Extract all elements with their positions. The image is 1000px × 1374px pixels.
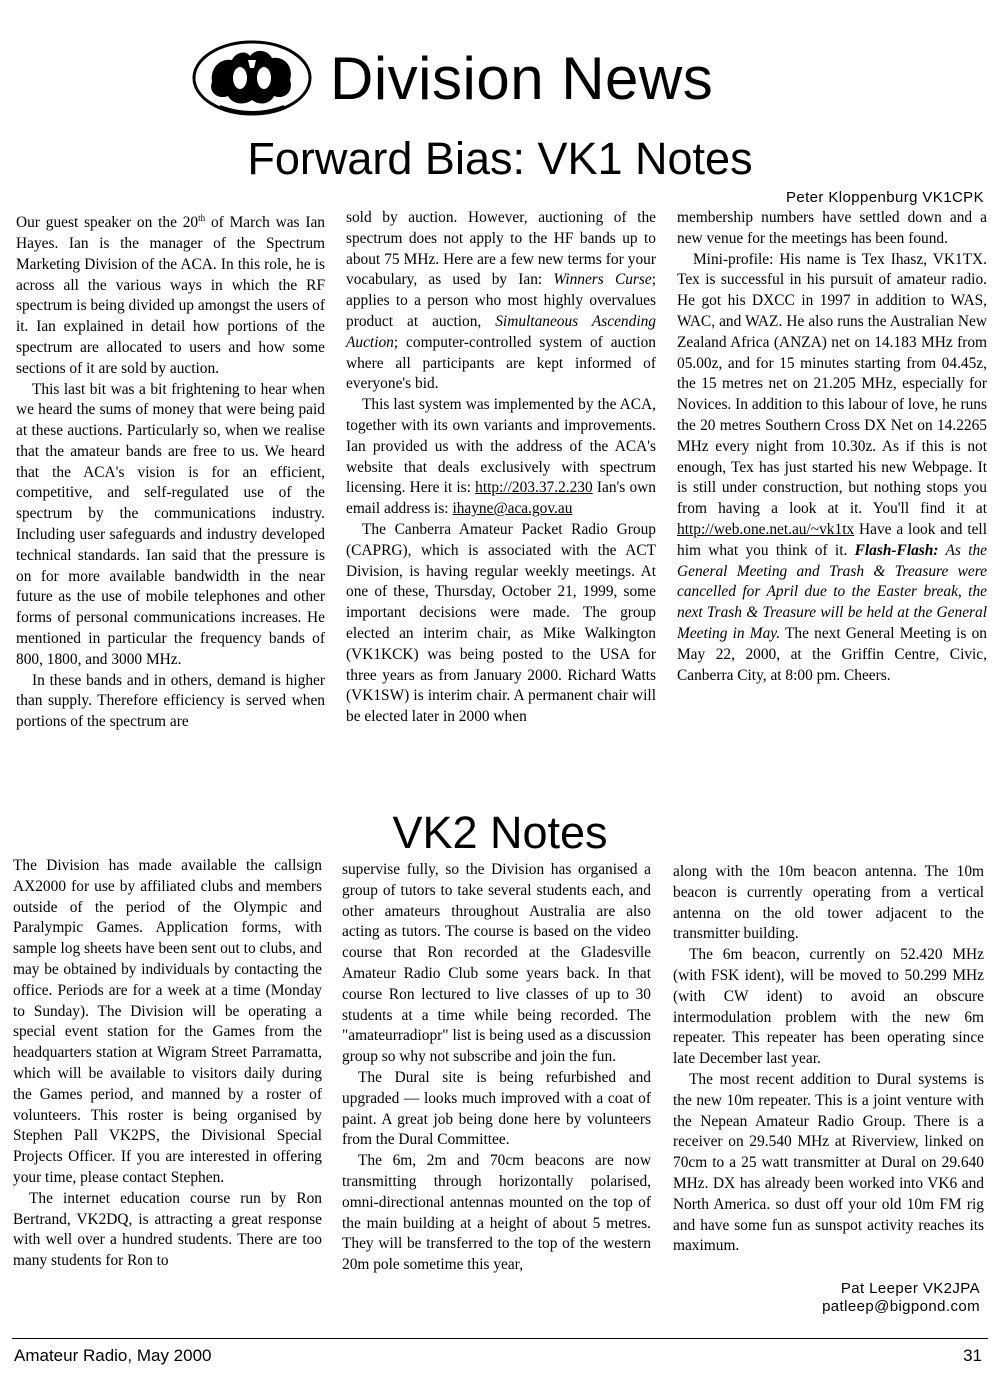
vk1-column-1: [16, 208, 325, 733]
flash-label: Flash-Flash:: [854, 541, 939, 559]
masthead: [190, 38, 790, 118]
vk2-signature: [822, 1280, 980, 1316]
paragraph: The most recent addition to Dural systems is the new 10m repeater. This is a joint venture with the Nepean Amateur Radio Group. There is a receiver on 29.540 MHz at Riverview, linked on 70cm to a 25 watt transmitter at Dural on 29.640 MHz. DX has already been worked into VK6 and North America. so dust off your old 10m FM rig and have some fun as sunspot activity reaches its maximum.: [673, 1070, 984, 1255]
wia-logo: [190, 38, 314, 118]
vk2-section-title: VK2 Notes: [392, 807, 608, 858]
paragraph: This last system was implemented by the ACA, together with its own variants and improvements. Ian provided us with the address of the ACA's website that deals exclusively with spectrum licensing. Here it is: http://203.37.2.230 Ian's own email address is: ihayne@aca.gov.au: [346, 396, 656, 518]
paragraph: supervise fully, so the Division has organised a group of tutors to take several students each, and other amateurs throughout Australia are also acting as tutors. The course is based on the video course that Ron recorded at the Gladesville Amateur Radio Club some years back. In that course Ron lectured to live classes of up to 30 students at a time while being recorded. The "amateurradiopr" list is being used as a discussion group so why not subscribe and join the fun.: [342, 861, 651, 1066]
paragraph: The 6m beacon, currently on 52.420 MHz (with FSK ident), will be moved to 50.299 MHz (with CW ident) to avoid an obscure intermodulation problem with the new 6m repeater. This repeater has been operating since late December last year.: [673, 946, 984, 1068]
paragraph: Mini-profile: His name is Tex Ihasz, VK1TX. Tex is successful in his pursuit of amateur radio. He got his DXCC in 1997 in addition to WAS, WAC, and WAZ. He also runs the Australian New Zealand Africa (ANZA) net on 14.183 MHz from 05.00z, and for 15 minutes starting from 04.45z, the 15 metres net on 21.205 MHz, especially for Novices. In addition to this labour of love, he runs the 20 metres Southern Cross DX Net on 14.2265 MHz every night from 10.30z. As if this is not enough, Tex has just started his new Webpage. It is still under construction, but nothing stops you from having a look at it. You'll find it at http://web.one.net.au/~vk1tx Have a look and tell him what you think of it. Flash-Flash: As the General Meeting and Trash & Treasure were cancelled for April due to the Easter break, the next Trash & Treasure will be held at the General Meeting in May. The next General Meeting is on May 22, 2000, at the Griffin Centre, Civic, Canberra City, at 8:00 pm. Cheers.: [677, 250, 987, 684]
paragraph: This last bit was a bit frightening to hear when we heard the sums of money that were being paid at these auctions. Particularly so, when we realise that the amateur bands are free to us. We heard that the ACA's vision is for an efficient, competitive, and self-regulated use of the spectrum by the communications industry. Including user safeguards and industry developed technical standards. Ian said that the pressure is on for more available bandwidth in the near future as the use of mobile telephones and other forms of personal communications increases. He mentioned in particular the frequency bands of 800, 1800, and 3000 MHz.: [16, 380, 325, 668]
paragraph: The 6m, 2m and 70cm beacons are now transmitting through horizontally polarised, omni-directional antennas mounted on the top of the main building at a height of about 5 metres. They will be transferred to the top of the western 20m pole sometime this year,: [342, 1152, 651, 1274]
paragraph: In these bands and in others, demand is higher than supply. Therefore efficiency is served when portions of the spectrum are: [16, 671, 325, 731]
paragraph: The internet education course run by Ron Bertrand, VK2DQ, is attracting a great response with well over a hundred students. There are too many students for Ron to: [13, 1189, 322, 1270]
paragraph: along with the 10m beacon antenna. The 10m beacon is currently operating from a vertical antenna on the old tower adjacent to the transmitter building.: [673, 863, 984, 943]
vk2-column-3: [673, 862, 984, 1257]
term-winners-curse: Winners Curse: [553, 271, 652, 289]
author-email[interactable]: patleep@bigpond.com: [822, 1298, 980, 1315]
vk1-byline: Peter Kloppenburg VK1CPK: [785, 189, 984, 206]
term-simultaneous-ascending-auction: Simultaneous Ascending Auction: [346, 312, 656, 351]
paragraph: sold by auction. However, auctioning of the spectrum does not apply to the HF bands up to about 75 MHz. Here are a few new terms for your vocabulary, as used by Ian: Winners Curse; applies to a person who most highly overvalues product at auction, Simultaneous Ascending Auction; computer-controlled system of auction where all participants are kept informed of everyone's bid.: [346, 209, 656, 393]
vk2-column-2: [342, 860, 651, 1276]
masthead-title: Division News: [330, 45, 714, 112]
aca-website-link[interactable]: http://203.37.2.230: [475, 479, 593, 497]
paragraph: Our guest speaker on the 20th of March was Ian Hayes. Ian is the manager of the Spectrum Marketing Division of the ACA. In this role, he is across all the various ways in which the RF spectrum is being divided up amongst the users of it. Ian explained in detail how portions of the spectrum are allocated to users and how some sections of it are sold by auction.: [16, 213, 326, 377]
vk1-section-title: Forward Bias: VK1 Notes: [247, 133, 753, 184]
author-name: Pat Leeper VK2JPA: [840, 1280, 980, 1297]
footer-divider: [12, 1338, 988, 1339]
vk1-column-3: [677, 208, 987, 686]
paragraph: The Canberra Amateur Packet Radio Group (CAPRG), which is associated with the ACT Division, is having regular weekly meetings. At one of these, Thursday, October 21, 1999, some important decisions were made. The group elected an interim chair, as Mike Walkington (VK1KCK) was being posted to the USA for three years as from January 2000. Richard Watts (VK1SW) is interim chair. A permanent chair will be elected later in 2000 when: [346, 520, 656, 726]
footer-publication: Amateur Radio, May 2000: [14, 1346, 212, 1365]
vk1tx-webpage-link[interactable]: http://web.one.net.au/~vk1tx: [677, 520, 855, 538]
flash-notice: As the General Meeting and Trash & Treasure were cancelled for April due to the Easter break, the next Trash & Treasure will be held at the General Meeting in May.: [677, 541, 987, 642]
email-link[interactable]: ihayne@aca.gov.au: [452, 500, 573, 518]
vk2-column-1: [13, 856, 322, 1272]
vk1-column-2: [346, 208, 656, 728]
page-number: 31: [963, 1346, 982, 1365]
paragraph: membership numbers have settled down and a new venue for the meetings has been found.: [677, 209, 987, 247]
paragraph: The Division has made available the callsign AX2000 for use by affiliated clubs and members outside of the period of the Olympic and Paralympic Games. Application forms, with sample log sheets have been sent out to clubs, and may be obtained by individuals by contacting the office. Periods are for a week at a time (Monday to Sunday). The Division will be operating a special event station for the Games from the headquarters station at Wigram Street Parramatta, which will be available to visitors daily during the Games period, and manned by a roster of volunteers. This roster is being organised by Stephen Pall VK2PS, the Divisional Special Projects Officer. If you are interested in offering your time, please contact Stephen.: [13, 857, 322, 1186]
paragraph: The Dural site is being refurbished and upgraded — looks much improved with a coat of paint. A great job being done here by volunteers from the Dural Committee.: [342, 1068, 651, 1149]
